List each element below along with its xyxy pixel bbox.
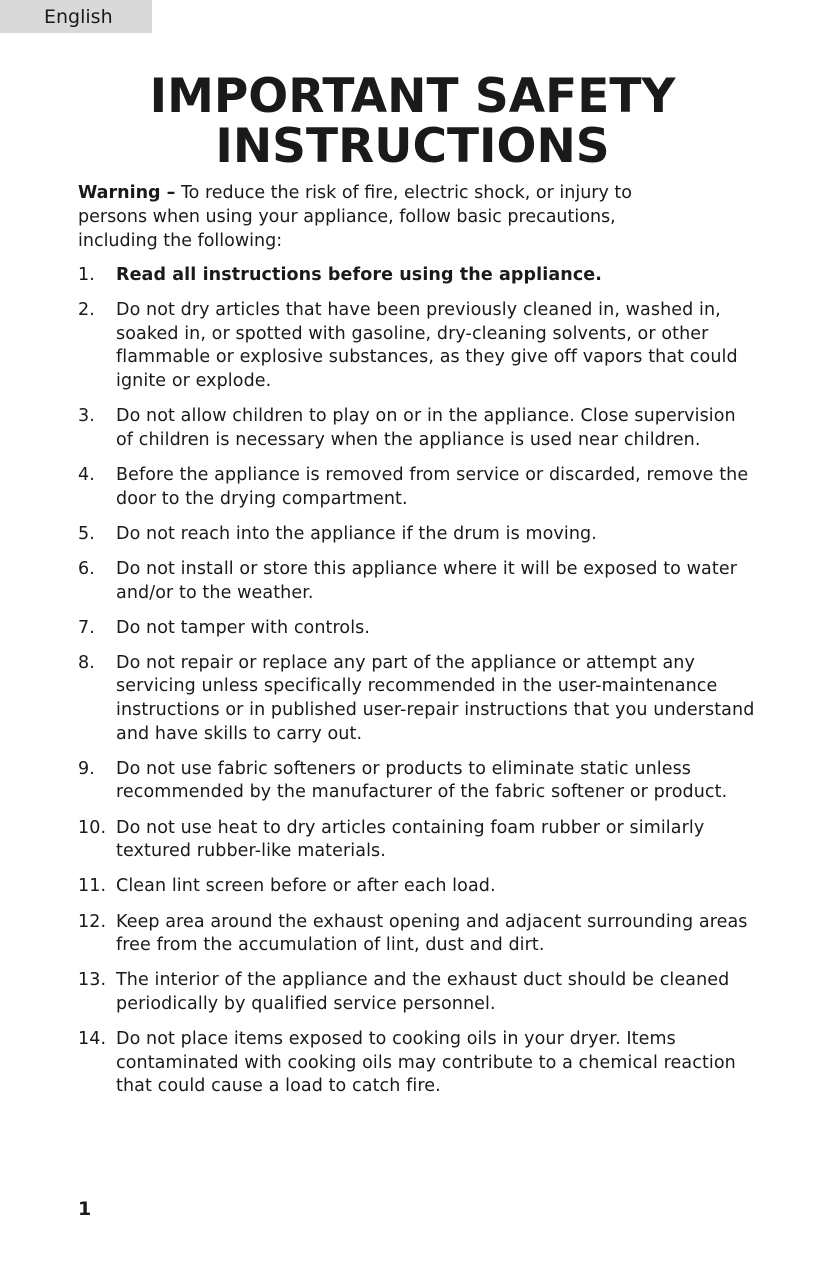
language-tab: English bbox=[0, 0, 152, 33]
item-text: Do not use heat to dry articles containing foam rubber or similarly textured rubber-like materials. bbox=[116, 817, 705, 862]
item-text: Read all instructions before using the appliance. bbox=[116, 265, 603, 285]
list-item bbox=[78, 875, 758, 899]
item-text: Do not allow children to play on or in the appliance. Close supervision of children is necessary when the appliance is used near children. bbox=[116, 406, 736, 450]
title-line-1: IMPORTANT SAFETY bbox=[149, 69, 676, 124]
item-text: Before the appliance is removed from service or discarded, remove the door to the drying compartment. bbox=[116, 464, 749, 509]
item-number: 14. bbox=[78, 1029, 107, 1050]
page-number: 1 bbox=[78, 1198, 92, 1220]
list-item bbox=[78, 299, 758, 393]
item-text: Do not use fabric softeners or products to eliminate static unless recommended by the manufacturer of the fabric softener or product. bbox=[116, 758, 728, 803]
list-item bbox=[78, 617, 758, 641]
item-number: 9. bbox=[78, 758, 95, 779]
warning-text: To reduce the risk of fire, electric shock, or injury to persons when using your appliance, follow basic precautions, including the following: bbox=[78, 183, 632, 251]
list-item bbox=[78, 1028, 758, 1099]
list-item bbox=[78, 523, 758, 547]
page-title bbox=[0, 69, 825, 174]
list-item bbox=[78, 758, 758, 805]
list-item bbox=[78, 969, 758, 1016]
item-text: The interior of the appliance and the exhaust duct should be cleaned periodically by qualified service personnel. bbox=[116, 970, 730, 1014]
title-line-2: INSTRUCTIONS bbox=[215, 119, 610, 174]
list-item bbox=[78, 817, 758, 864]
item-number: 12. bbox=[78, 911, 107, 932]
item-text: Keep area around the exhaust opening and adjacent surrounding areas free from the accumulation of lint, dust and dirt. bbox=[116, 911, 748, 956]
item-number: 6. bbox=[78, 558, 95, 579]
item-number: 11. bbox=[78, 876, 107, 897]
item-text: Do not place items exposed to cooking oils in your dryer. Items contaminated with cooking oils may contribute to a chemical reaction that could cause a load to catch fire. bbox=[116, 1029, 736, 1097]
list-item bbox=[78, 652, 758, 746]
item-text: Clean lint screen before or after each load. bbox=[116, 876, 496, 897]
warning-label: Warning – bbox=[78, 183, 176, 203]
list-item bbox=[78, 405, 758, 452]
item-number: 7. bbox=[78, 617, 95, 638]
item-text: Do not dry articles that have been previously cleaned in, washed in, soaked in, or spotted with gasoline, dry-cleaning solvents, or other flammable or explosive substances, as they give off vapors that could ignite or explode. bbox=[116, 300, 738, 391]
warning-paragraph bbox=[78, 181, 678, 253]
item-number: 5. bbox=[78, 523, 95, 544]
item-text: Do not reach into the appliance if the drum is moving. bbox=[116, 523, 597, 544]
item-number: 3. bbox=[78, 406, 95, 427]
item-number: 10. bbox=[78, 817, 107, 838]
safety-instructions-list bbox=[78, 264, 758, 1111]
list-item bbox=[78, 911, 758, 958]
list-item bbox=[78, 558, 758, 605]
item-number: 8. bbox=[78, 652, 95, 673]
item-text: Do not tamper with controls. bbox=[116, 617, 371, 638]
item-text: Do not repair or replace any part of the appliance or attempt any servicing unless specifically recommended in the user-maintenance instructions or in published user-repair instructions that you understand and have skills to carry out. bbox=[116, 652, 755, 744]
item-text: Do not install or store this appliance where it will be exposed to water and/or to the weather. bbox=[116, 558, 737, 603]
list-item bbox=[78, 264, 758, 288]
item-number: 13. bbox=[78, 970, 107, 991]
item-number: 2. bbox=[78, 300, 95, 321]
item-number: 1. bbox=[78, 265, 95, 285]
list-item bbox=[78, 464, 758, 511]
item-number: 4. bbox=[78, 464, 95, 485]
